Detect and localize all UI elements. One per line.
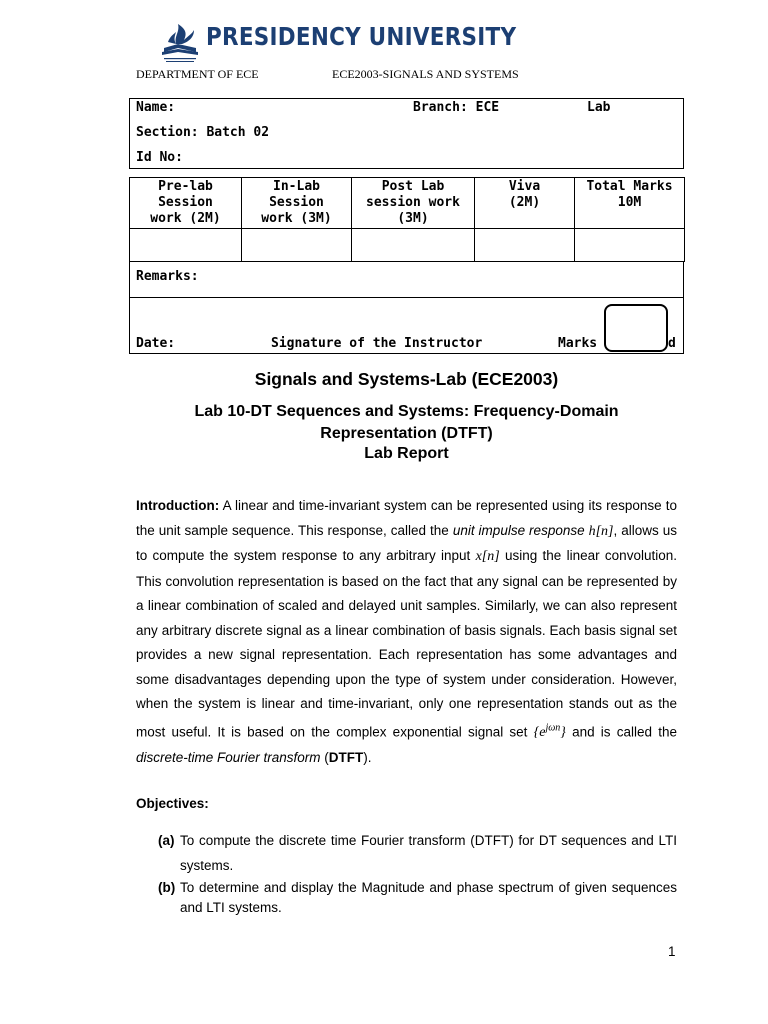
lab-title-line1: Lab 10-DT Sequences and Systems: Frequency-Domain <box>194 403 619 420</box>
marks-cell-viva[interactable] <box>475 229 575 262</box>
objective-label: (b) <box>158 880 176 895</box>
page-number: 1 <box>668 944 676 959</box>
date-label: Date: <box>136 336 176 351</box>
objective-text: To determine and display the Magnitude and phase spectrum of given sequences and LTI systems. <box>180 880 677 915</box>
intro-text-5: ( <box>320 749 329 765</box>
objective-item <box>158 829 677 878</box>
marks-table-header-row <box>130 178 685 229</box>
open-book-tree-logo-icon <box>158 18 202 64</box>
remarks-box <box>129 261 684 298</box>
department-label: DEPARTMENT OF ECE <box>136 67 259 81</box>
intro-text-3: using the linear convolution. This convolution representation is based on the fact that any signal can be represented by a linear combination of scaled and delayed unit samples. Similarly, we can also represent any arbitrary discrete signal as a linear combination of basis signals. Each basis signal set provides a new signal representation. Each representation has some advantages and some disadvantages depending upon the type of system under consideration. However, when the system is linear and time-invariant, only one representation stands out as the most useful. It is based on the complex exponential signal set <box>136 548 677 740</box>
marks-cell-inlab[interactable] <box>242 229 352 262</box>
marks-label: Marks <box>558 336 598 351</box>
objective-label: (a) <box>158 833 175 848</box>
header-prelab: Pre-lab Session work (2M) <box>130 178 242 229</box>
objectives-heading: Objectives: <box>136 796 209 811</box>
math-x-n: x[n] <box>475 549 500 564</box>
section-label: Section: Batch 02 <box>136 125 270 140</box>
marks-trailing-char: d <box>668 336 676 351</box>
marks-table <box>129 177 685 262</box>
course-code-label: ECE2003-SIGNALS AND SYSTEMS <box>332 67 519 81</box>
name-label: Name: <box>136 100 176 115</box>
math-exp-set <box>533 722 566 741</box>
header-postlab: Post Lab session work (3M) <box>352 178 475 229</box>
intro-text-4: and is called the <box>565 724 677 740</box>
header-viva: Viva (2M) <box>475 178 575 229</box>
id-label: Id No: <box>136 150 183 165</box>
marks-entry-row <box>130 229 685 262</box>
marks-cell-total[interactable] <box>575 229 685 262</box>
intro-italic-impulse: unit impulse response <box>452 522 585 538</box>
intro-text-6: ). <box>363 749 372 765</box>
header-inlab: In-Lab Session work (3M) <box>242 178 352 229</box>
marks-cell-postlab[interactable] <box>352 229 475 262</box>
lab-report-title: Lab Report <box>364 445 449 462</box>
math-h-n: h[n] <box>588 523 614 539</box>
intro-italic-dtft: discrete-time Fourier transform <box>136 749 321 765</box>
header-total: Total Marks 10M <box>575 178 685 229</box>
university-name: PRESIDENCY UNIVERSITY <box>206 22 517 51</box>
math-exponent: jωn <box>545 722 561 734</box>
intro-text-2: , allows us to compute the system response to any arbitrary input <box>136 522 677 563</box>
objective-item <box>158 878 677 918</box>
course-title: Signals and Systems-Lab (ECE2003) <box>254 369 559 389</box>
remarks-label: Remarks: <box>136 269 199 284</box>
math-set-open: {e <box>533 725 546 741</box>
introduction-paragraph <box>136 494 677 770</box>
lab-title-line2: Representation (DTFT) <box>320 425 493 442</box>
signature-label: Signature of the Instructor <box>271 336 483 351</box>
intro-bold-dtft: DTFT <box>328 749 364 765</box>
lab-label: Lab <box>587 100 611 115</box>
introduction-heading: Introduction: <box>136 498 220 513</box>
intro-text-1: A linear and time-invariant system can be represented using its response to the unit sample sequence. This response, called the <box>136 498 677 538</box>
branch-label: Branch: ECE <box>413 100 500 115</box>
marks-awarded-box[interactable] <box>604 304 668 352</box>
objective-text: To compute the discrete time Fourier transform (DTFT) for DT sequences and LTI systems. <box>180 833 677 873</box>
math-set-close: } <box>560 725 566 741</box>
marks-cell-prelab[interactable] <box>130 229 242 262</box>
